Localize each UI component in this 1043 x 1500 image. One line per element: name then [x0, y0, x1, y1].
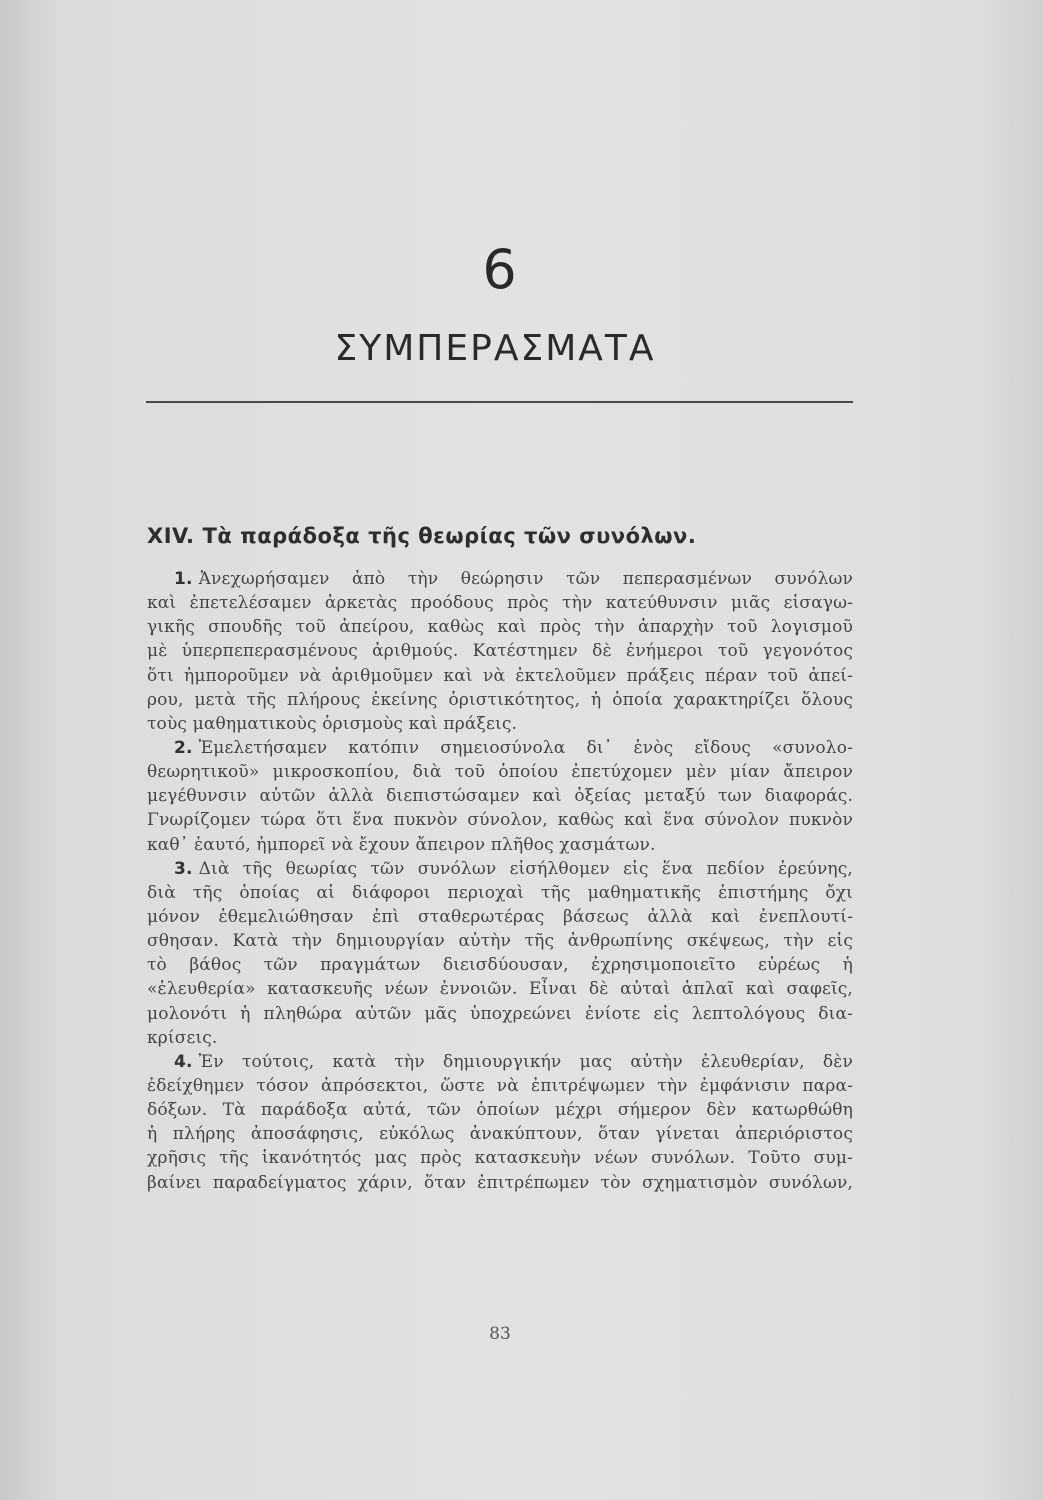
text-line: ἡ πλήρης ἀποσάφησις, εὐκόλως ἀνακύπτουν, ὅταν γίνεται ἀπεριόριστος — [147, 1124, 853, 1145]
line-text: Ἐμελετήσαμεν κατόπιν σημειοσύνολα δι᾽ ἑνὸς εἴδους «συνολο- — [198, 737, 853, 758]
section-title: Τὰ παράδοξα τῆς θεωρίας τῶν συνόλων. — [202, 524, 697, 548]
text-line: χρῆσις τῆς ἱκανότητός μας πρὸς κατασκευὴν νέων συνόλων. Τοῦτο συμ- — [147, 1148, 853, 1169]
text-line: μὲ ὑπερπεπερασμένους ἀριθμούς. Κατέστημεν δὲ ἐνήμεροι τοῦ γεγονότος — [147, 641, 853, 662]
text-line: ρου, μετὰ τῆς πλήρους ἐκείνης ὁριστικότητος, ἡ ὁποία χαρακτηρίζει ὅλους — [147, 689, 853, 710]
text-line — [147, 567, 853, 591]
text-line: τοὺς μαθηματικοὺς ὁρισμοὺς καὶ πράξεις. — [147, 713, 518, 734]
section-number: XIV. — [147, 524, 195, 548]
text-line: μόνον ἐθεμελιώθησαν ἐπὶ σταθερωτέρας βάσεως ἀλλὰ καὶ ἐνεπλουτί- — [147, 906, 853, 927]
text-line: δόξων. Τὰ παράδοξα αὐτά, τῶν ὁποίων μέχρι σήμερον δὲν κατωρθώθη — [147, 1100, 853, 1121]
text-line: τὸ βάθος τῶν πραγμάτων διεισδύουσαν, ἐχρησιμοποιεῖτο εὐρέως ἡ — [147, 955, 853, 976]
title-divider — [146, 401, 853, 403]
text-line: καθ᾽ ἑαυτό, ἠμπορεῖ νὰ ἔχουν ἄπειρον πλῆθος χασμάτων. — [147, 834, 656, 855]
section-heading — [147, 524, 696, 548]
chapter-number: 6 — [482, 238, 518, 301]
text-line: μεγέθυνσιν αὐτῶν ἀλλὰ διεπιστώσαμεν καὶ ὀξείας μεταξύ των διαφοράς. — [147, 786, 853, 807]
chapter-title: ΣΥΜΠΕΡΑΣΜΑΤΑ — [334, 328, 656, 369]
text-line: γικῆς σπουδῆς τοῦ ἀπείρου, καθὼς καὶ πρὸς τὴν ἀπαρχὴν τοῦ λογισμοῦ — [147, 617, 853, 638]
text-line: Γνωρίζομεν τώρα ὅτι ἕνα πυκνὸν σύνολον, καθὼς καὶ ἕνα σύνολον πυκνὸν — [147, 810, 853, 831]
line-text: Ἐν τούτοις, κατὰ τὴν δημιουργικήν μας αὐτὴν ἐλευθερίαν, δὲν — [198, 1051, 853, 1072]
text-line: θεωρητικοῦ» μικροσκοπίου, διὰ τοῦ ὁποίου ἐπετύχομεν μὲν μίαν ἄπειρον — [147, 762, 853, 783]
text-line: μολονότι ἡ πληθώρα αὐτῶν μᾶς ὑποχρεώνει ἐνίοτε εἰς λεπτολόγους δια- — [147, 1003, 853, 1024]
text-line: διὰ τῆς ὁποίας αἱ διάφοροι περιοχαὶ τῆς μαθηματικῆς ἐπιστήμης ὄχι — [147, 882, 853, 903]
page-number: 83 — [489, 1324, 511, 1344]
line-text: Ἀνεχωρήσαμεν ἀπὸ τὴν θεώρησιν τῶν πεπερασμένων συνόλων — [198, 569, 853, 589]
text-line: σθησαν. Κατὰ τὴν δημιουργίαν αὐτὴν τῆς ἀνθρωπίνης σκέψεως, τὴν εἰς — [147, 931, 853, 952]
paragraph-number: 2. — [174, 737, 193, 758]
paragraph-number: 4. — [174, 1051, 193, 1072]
text-line: «ἐλευθερία» κατασκευῆς νέων ἐννοιῶν. Εἶναι δὲ αὐταὶ ἁπλαῖ καὶ σαφεῖς, — [147, 979, 853, 1000]
text-line: κρίσεις. — [147, 1027, 218, 1048]
line-text: Διὰ τῆς θεωρίας τῶν συνόλων εἰσήλθομεν εἰς ἕνα πεδίον ἐρεύνης, — [198, 858, 853, 879]
text-line — [147, 857, 853, 881]
text-line: καὶ ἐπετελέσαμεν ἀρκετὰς προόδους πρὸς τὴν κατεύθυνσιν μιᾶς εἰσαγω- — [147, 593, 853, 614]
paragraph-number: 3. — [174, 858, 193, 879]
text-line — [147, 1050, 853, 1074]
text-line — [147, 736, 853, 760]
text-line: ἐδείχθημεν τόσον ἀπρόσεκτοι, ὥστε νὰ ἐπιτρέψωμεν τὴν ἐμφάνισιν παρα- — [147, 1075, 853, 1096]
text-line: ὅτι ἠμποροῦμεν νὰ ἀριθμοῦμεν καὶ νὰ ἐκτελοῦμεν πράξεις πέραν τοῦ ἀπεί- — [147, 665, 853, 686]
paragraph-number: 1. — [174, 569, 193, 589]
body-text — [147, 567, 853, 1195]
text-line: βαίνει παραδείγματος χάριν, ὅταν ἐπιτρέπωμεν τὸν σχηματισμὸν συνόλων, — [147, 1172, 853, 1193]
